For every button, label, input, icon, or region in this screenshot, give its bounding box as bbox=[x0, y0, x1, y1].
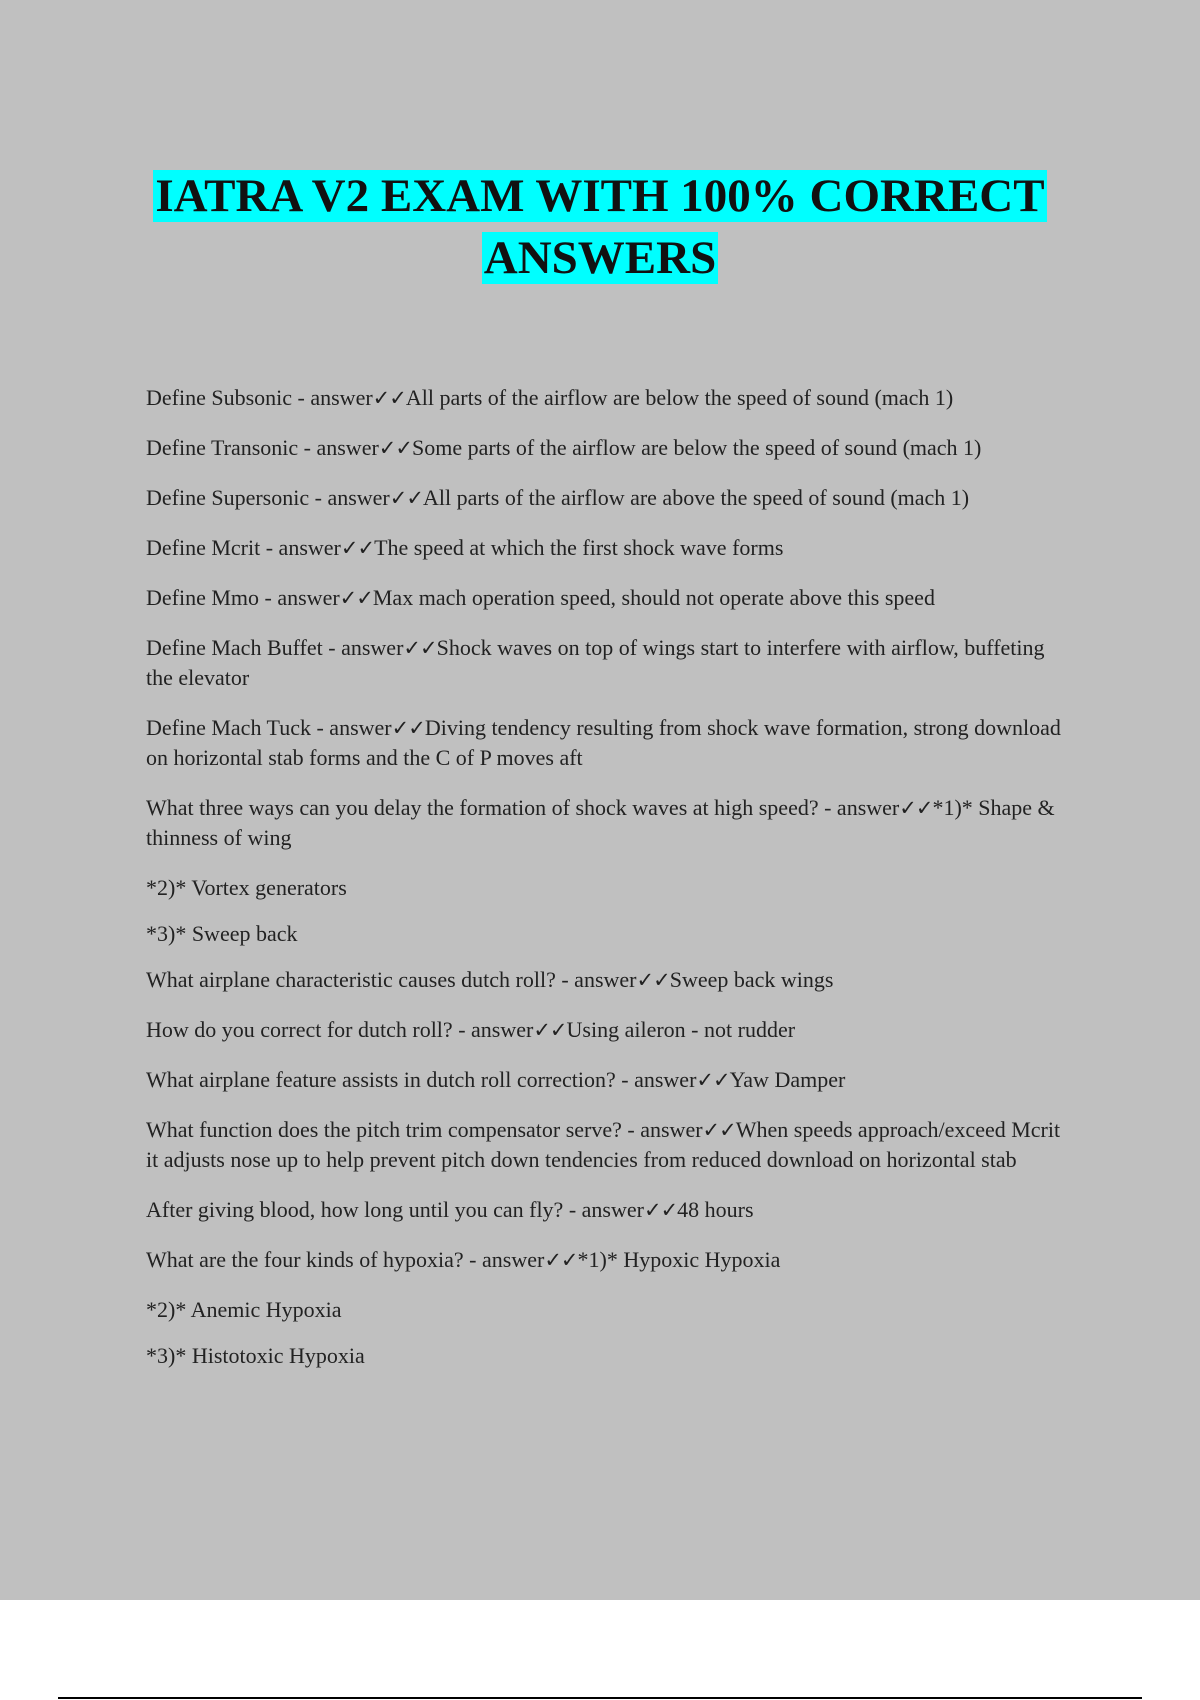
document-title bbox=[0, 165, 1200, 289]
qa-item bbox=[146, 1245, 1076, 1275]
qa-item bbox=[146, 713, 1076, 773]
check-marks-icon: ✓✓ bbox=[403, 636, 437, 660]
question-text: Define Subsonic bbox=[146, 385, 293, 410]
question-text: Define Supersonic bbox=[146, 485, 310, 510]
answer-text: *1)* Hypoxic Hypoxia bbox=[577, 1247, 781, 1272]
answer-separator: - answer bbox=[310, 715, 392, 740]
answer-text: 48 hours bbox=[677, 1197, 754, 1222]
check-marks-icon: ✓✓ bbox=[702, 1118, 736, 1142]
answer-separator: - answer bbox=[452, 1017, 534, 1042]
title-line-1: IATRA V2 EXAM WITH 100% CORRECT bbox=[155, 170, 1045, 222]
answer-separator: - answer bbox=[292, 385, 373, 410]
qa-item bbox=[146, 1195, 1076, 1225]
answer-separator: - answer bbox=[818, 795, 900, 820]
answer-separator: - answer bbox=[259, 585, 340, 610]
check-marks-icon: ✓✓ bbox=[544, 1248, 578, 1272]
qa-item bbox=[146, 533, 1076, 563]
qa-item bbox=[146, 433, 1076, 463]
answer-separator: - answer bbox=[621, 1117, 703, 1142]
check-marks-icon: ✓✓ bbox=[391, 716, 425, 740]
answer-text: When speeds approach/exceed Mcrit it adjusts nose up to help prevent pitch down tendencies from reduced download on horizontal stab bbox=[146, 1117, 1061, 1172]
question-text: Define Mach Buffet bbox=[146, 635, 323, 660]
question-text: What airplane feature assists in dutch roll correction? bbox=[146, 1067, 616, 1092]
check-marks-icon: ✓✓ bbox=[643, 1198, 678, 1222]
answer-separator: - answer bbox=[555, 967, 637, 992]
check-marks-icon: ✓✓ bbox=[899, 796, 933, 820]
question-text: What are the four kinds of hypoxia? bbox=[146, 1247, 464, 1272]
answer-continuation-line: *2)* Anemic Hypoxia bbox=[146, 1297, 342, 1322]
check-marks-icon: ✓✓ bbox=[533, 1018, 567, 1042]
answer-text: *1)* Shape & thinness of wing bbox=[146, 795, 1055, 850]
answer-text: All parts of the airflow are above the speed of sound (mach 1) bbox=[422, 485, 970, 510]
check-marks-icon: ✓✓ bbox=[636, 968, 670, 992]
question-text: How do you correct for dutch roll? bbox=[146, 1017, 453, 1042]
answer-continuation-line: *2)* Vortex generators bbox=[146, 875, 347, 900]
answer-text: Shock waves on top of wings start to interfere with airflow, buffeting the elevator bbox=[146, 635, 1045, 690]
question-text: Define Mmo bbox=[146, 585, 260, 610]
answer-separator: - answer bbox=[298, 435, 379, 460]
title-line-2: ANSWERS bbox=[483, 232, 717, 284]
footer-divider bbox=[58, 1697, 1142, 1699]
qa-list bbox=[146, 383, 1076, 1387]
question-text: What three ways can you delay the formation of shock waves at high speed? bbox=[146, 795, 819, 820]
answer-separator: - answer bbox=[322, 635, 404, 660]
qa-item bbox=[146, 583, 1076, 613]
check-marks-icon: ✓✓ bbox=[389, 486, 423, 510]
answer-text: Sweep back wings bbox=[669, 967, 834, 992]
question-text: After giving blood, how long until you can fly? bbox=[146, 1197, 564, 1222]
answer-separator: - answer bbox=[563, 1197, 644, 1222]
question-text: Define Mach Tuck bbox=[146, 715, 311, 740]
check-marks-icon: ✓✓ bbox=[378, 436, 412, 460]
qa-item bbox=[146, 965, 1076, 995]
check-marks-icon: ✓✓ bbox=[340, 536, 375, 560]
question-text: Define Mcrit bbox=[146, 535, 261, 560]
qa-item bbox=[146, 793, 1076, 853]
qa-item bbox=[146, 1115, 1076, 1175]
answer-text: All parts of the airflow are below the speed of sound (mach 1) bbox=[405, 385, 954, 410]
check-marks-icon: ✓✓ bbox=[372, 386, 406, 410]
answer-separator: - answer bbox=[463, 1247, 545, 1272]
answer-text: The speed at which the first shock wave forms bbox=[374, 535, 784, 560]
answer-text: Diving tendency resulting from shock wave formation, strong download on horizontal stab forms and the C of P moves aft bbox=[146, 715, 1061, 770]
answer-separator: - answer bbox=[260, 535, 341, 560]
answer-continuation-line: *3)* Sweep back bbox=[146, 921, 298, 946]
qa-item bbox=[146, 1065, 1076, 1095]
qa-item bbox=[146, 1015, 1076, 1045]
check-marks-icon: ✓✓ bbox=[696, 1068, 730, 1092]
question-text: What function does the pitch trim compensator serve? bbox=[146, 1117, 622, 1142]
question-text: Define Transonic bbox=[146, 435, 299, 460]
answer-continuation-line: *3)* Histotoxic Hypoxia bbox=[146, 1343, 365, 1368]
answer-text: Some parts of the airflow are below the speed of sound (mach 1) bbox=[412, 435, 982, 460]
check-marks-icon: ✓✓ bbox=[339, 586, 373, 610]
answer-separator: - answer bbox=[309, 485, 390, 510]
answer-separator: - answer bbox=[615, 1067, 697, 1092]
question-text: What airplane characteristic causes dutch roll? bbox=[146, 967, 556, 992]
answer-text: Using aileron - not rudder bbox=[566, 1017, 796, 1042]
answer-text: Yaw Damper bbox=[729, 1067, 846, 1092]
qa-item bbox=[146, 633, 1076, 693]
answer-text: Max mach operation speed, should not operate above this speed bbox=[372, 585, 935, 610]
qa-item bbox=[146, 483, 1076, 513]
qa-item bbox=[146, 383, 1076, 413]
